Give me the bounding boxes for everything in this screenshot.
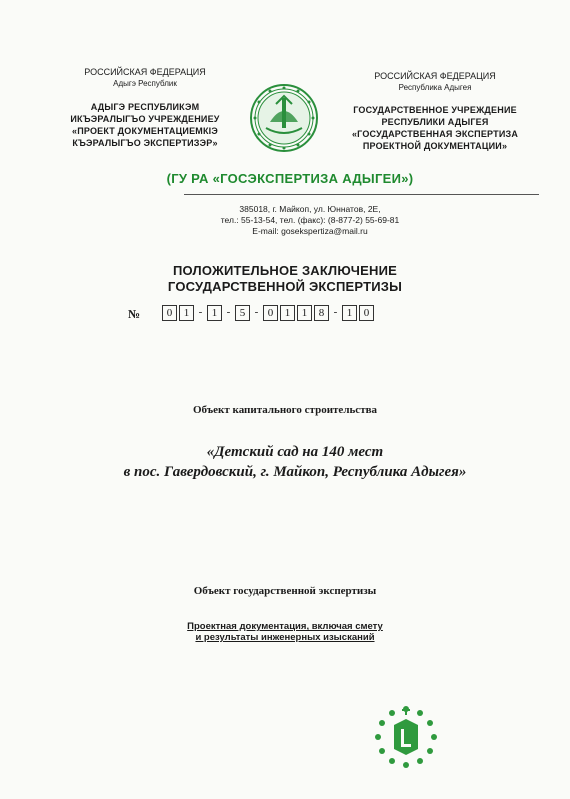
expertise-label: Объект государственной экспертизы (193, 585, 377, 597)
document-title-line1: ПОЛОЖИТЕЛЬНОЕ ЗАКЛЮЧЕНИЕ (173, 263, 397, 278)
expertise-description (160, 621, 410, 643)
contact-address: 385018, г. Майкоп, ул. Юннатов, 2Е, (239, 204, 381, 214)
number-digit: 0 (359, 305, 374, 321)
left-header-line4: ИКЪЭРАЛЫГЪО УЧРЕЖДЕНИЕУ (70, 114, 220, 124)
adygea-coat-of-arms-icon (248, 82, 320, 154)
right-header-line5: «ГОСУДАРСТВЕННАЯ ЭКСПЕРТИЗА (351, 129, 519, 139)
right-header-line4: РЕСПУБЛИКИ АДЫГЕЯ (381, 117, 489, 127)
left-header-line1: РОССИЙСКАЯ ФЕДЕРАЦИЯ (84, 67, 206, 77)
object-title (85, 442, 505, 482)
gosexpertiza-logo-icon (372, 703, 440, 771)
organization-abbreviation: (ГУ РА «ГОСЭКСПЕРТИЗА АДЫГЕИ») (166, 171, 414, 186)
number-separator: - (198, 306, 203, 318)
right-header-line6: ПРОЕКТНОЙ ДОКУМЕНТАЦИИ» (362, 141, 508, 151)
right-header-line2: Республика Адыгея (398, 83, 472, 92)
number-digit: 8 (314, 305, 329, 321)
right-header (330, 70, 540, 152)
document-title-line2: ГОСУДАРСТВЕННОЙ ЭКСПЕРТИЗЫ (167, 279, 403, 294)
right-header-line1: РОССИЙСКАЯ ФЕДЕРАЦИЯ (374, 71, 496, 81)
number-digit: 5 (235, 305, 250, 321)
number-digit: 1 (280, 305, 295, 321)
number-separator: - (226, 306, 231, 318)
left-header-line2: Адыгэ Республик (113, 79, 177, 88)
contact-info (190, 204, 430, 237)
conclusion-number (162, 305, 376, 321)
document-title (120, 263, 450, 295)
left-header (50, 66, 240, 149)
object-title-line1: «Детский сад на 140 мест (206, 444, 384, 460)
contact-email: E-mail: gosekspertiza@mail.ru (252, 226, 368, 236)
left-header-line5: «ПРОЕКТ ДОКУМЕНТАЦИЕМКІЭ (72, 126, 218, 136)
expertise-description-line1: Проектная документация, включая смету (187, 621, 383, 632)
left-header-line3: АДЫГЭ РЕСПУБЛИКЭМ (90, 102, 200, 112)
left-header-line6: КЪЭРАЛЫГЪО ЭКСПЕРТИЗЭР» (72, 138, 218, 148)
number-digit: 1 (297, 305, 312, 321)
number-separator: - (333, 306, 338, 318)
number-digit: 1 (207, 305, 222, 321)
number-separator: - (254, 306, 259, 318)
number-digit: 0 (162, 305, 177, 321)
number-digit: 0 (263, 305, 278, 321)
contact-phones: тел.: 55-13-54, тел. (факс): (8-877-2) 55-69-81 (220, 215, 400, 225)
expertise-description-line2: и результаты инженерных изысканий (195, 632, 375, 643)
right-header-line3: ГОСУДАРСТВЕННОЕ УЧРЕЖДЕНИЕ (353, 105, 517, 115)
header-divider (184, 194, 539, 195)
number-label: № (128, 307, 141, 321)
number-digit: 1 (342, 305, 357, 321)
object-label: Объект капитального строительства (192, 404, 378, 416)
object-title-line2: в пос. Гавердовский, г. Майкоп, Республика Адыгея» (123, 464, 467, 480)
number-digit: 1 (179, 305, 194, 321)
